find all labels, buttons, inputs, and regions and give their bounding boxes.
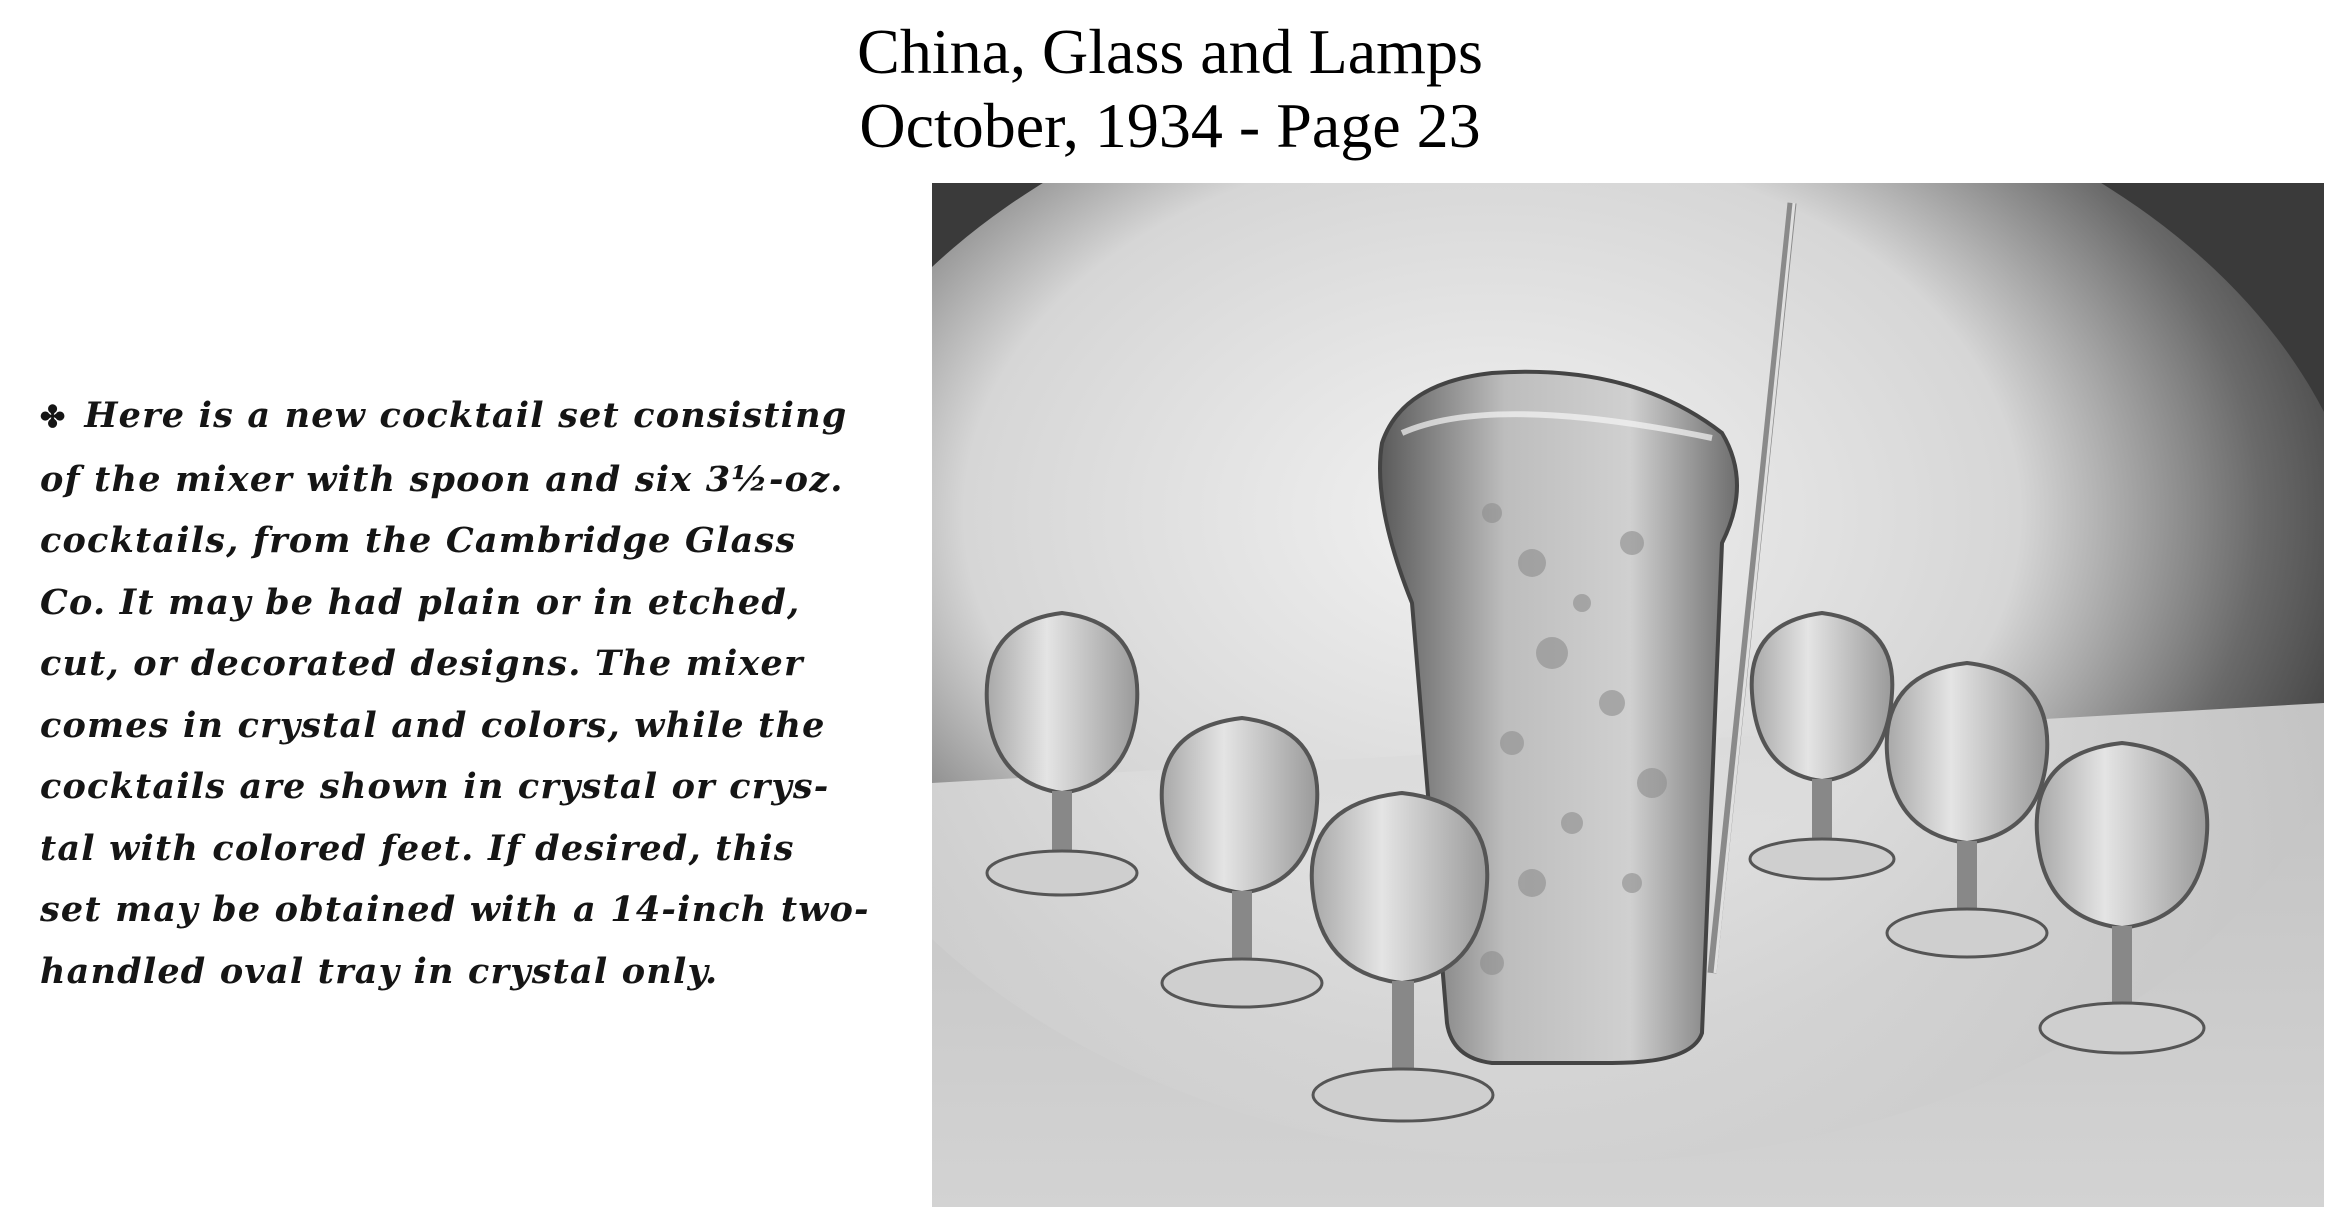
caption-line: cut, or decorated designs. The mixer	[40, 643, 804, 684]
publication-title: China, Glass and Lamps	[857, 16, 1483, 87]
caption-line: set may be obtained with a 14-inch two-	[40, 889, 870, 930]
caption-line: cocktails, from the Cambridge Glass	[40, 520, 797, 561]
caption-line: comes in crystal and colors, while the	[40, 704, 826, 746]
ornament-icon: ✤	[40, 400, 67, 435]
caption-line: ✤ Here is a new cocktail set consisting	[40, 395, 848, 436]
caption-line: of the mixer with spoon and six 3½-oz.	[40, 458, 844, 500]
issue-date-page: October, 1934 - Page 23	[859, 90, 1481, 161]
caption-line: handled oval tray in crystal only.	[40, 950, 719, 992]
cocktail-set-image	[932, 183, 2324, 1207]
product-photo	[932, 183, 2324, 1207]
caption-line: cocktails are shown in crystal or crys-	[40, 766, 830, 807]
caption-line: Co. It may be had plain or in etched,	[40, 581, 801, 623]
caption-line: tal with colored feet. If desired, this	[40, 827, 795, 869]
caption-text	[40, 385, 870, 1002]
